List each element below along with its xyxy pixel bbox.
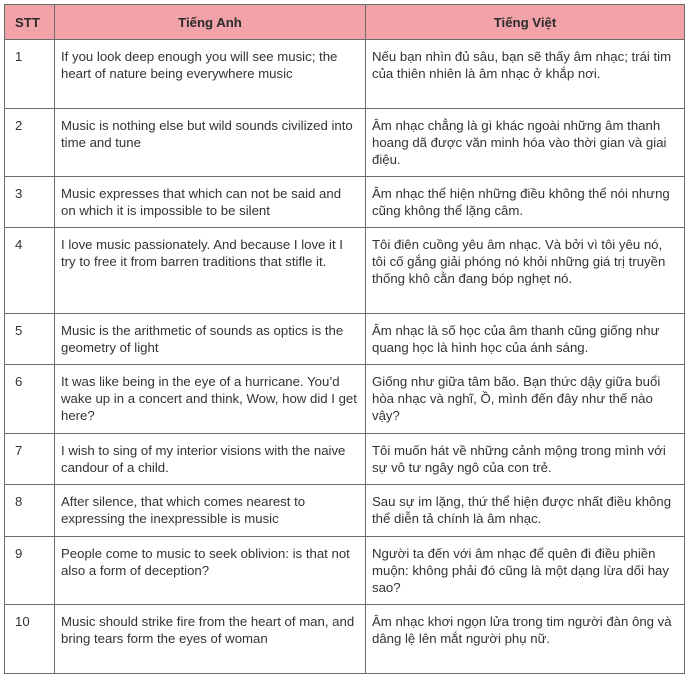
row-number: 9	[5, 537, 55, 605]
row-number: 6	[5, 365, 55, 434]
row-number: 4	[5, 228, 55, 314]
header-stt: STT	[5, 5, 55, 40]
header-row	[5, 5, 685, 40]
vietnamese-quote: Tôi điên cuồng yêu âm nhạc. Và bởi vì tôi yêu nó, tôi cố gắng giải phóng nó khỏi những giá trị truyền thống khô cằn đang bóp nghẹt nó.	[366, 228, 685, 314]
table-row	[5, 605, 685, 674]
vietnamese-quote: Người ta đến với âm nhạc để quên đi điều phiền muộn: không phải đó cũng là một dạng lừa dối hay sao?	[366, 537, 685, 605]
vietnamese-quote: Âm nhạc là số học của âm thanh cũng giống như quang học là hình học của ánh sáng.	[366, 314, 685, 365]
english-quote: I love music passionately. And because I love it I try to free it from barren traditions that stifle it.	[55, 228, 366, 314]
english-quote: Music expresses that which can not be said and on which it is impossible to be silent	[55, 177, 366, 228]
quotes-table	[4, 4, 685, 674]
english-quote: People come to music to seek oblivion: is that not also a form of deception?	[55, 537, 366, 605]
english-quote: After silence, that which comes nearest to expressing the inexpressible is music	[55, 485, 366, 537]
vietnamese-quote: Sau sự im lặng, thứ thể hiện được nhất điều không thể diễn tả chính là âm nhạc.	[366, 485, 685, 537]
table-row	[5, 109, 685, 177]
table-row	[5, 485, 685, 537]
english-quote: Music is the arithmetic of sounds as optics is the geometry of light	[55, 314, 366, 365]
table-row	[5, 40, 685, 109]
table-row	[5, 434, 685, 485]
english-quote: Music should strike fire from the heart of man, and bring tears form the eyes of woman	[55, 605, 366, 674]
table-row	[5, 365, 685, 434]
table-row	[5, 228, 685, 314]
vietnamese-quote: Âm nhạc thể hiện những điều không thể nói nhưng cũng không thể lặng câm.	[366, 177, 685, 228]
row-number: 8	[5, 485, 55, 537]
vietnamese-quote: Âm nhạc chẳng là gì khác ngoài những âm thanh hoang dã được văn minh hóa vào thời gian và giai điệu.	[366, 109, 685, 177]
row-number: 1	[5, 40, 55, 109]
english-quote: Music is nothing else but wild sounds civilized into time and tune	[55, 109, 366, 177]
row-number: 2	[5, 109, 55, 177]
table-row	[5, 177, 685, 228]
vietnamese-quote: Tôi muốn hát về những cảnh mộng trong mình với sự vô tư ngây ngô của con trẻ.	[366, 434, 685, 485]
header-english: Tiếng Anh	[55, 5, 366, 40]
vietnamese-quote: Nếu bạn nhìn đủ sâu, bạn sẽ thấy âm nhạc; trái tim của thiên nhiên là âm nhạc ở khắp nơi.	[366, 40, 685, 109]
row-number: 5	[5, 314, 55, 365]
row-number: 3	[5, 177, 55, 228]
english-quote: I wish to sing of my interior visions with the naive candour of a child.	[55, 434, 366, 485]
vietnamese-quote: Giống như giữa tâm bão. Bạn thức dậy giữa buổi hòa nhạc và nghĩ, Ồ, mình đến đây như thế nào vậy?	[366, 365, 685, 434]
table-row	[5, 537, 685, 605]
english-quote: It was like being in the eye of a hurricane. You’d wake up in a concert and think, Wow, how did I get here?	[55, 365, 366, 434]
row-number: 7	[5, 434, 55, 485]
row-number: 10	[5, 605, 55, 674]
english-quote: If you look deep enough you will see music; the heart of nature being everywhere music	[55, 40, 366, 109]
table-row	[5, 314, 685, 365]
header-vietnamese: Tiếng Việt	[366, 5, 685, 40]
vietnamese-quote: Âm nhạc khơi ngọn lửa trong tim người đàn ông và dâng lệ lên mắt người phụ nữ.	[366, 605, 685, 674]
